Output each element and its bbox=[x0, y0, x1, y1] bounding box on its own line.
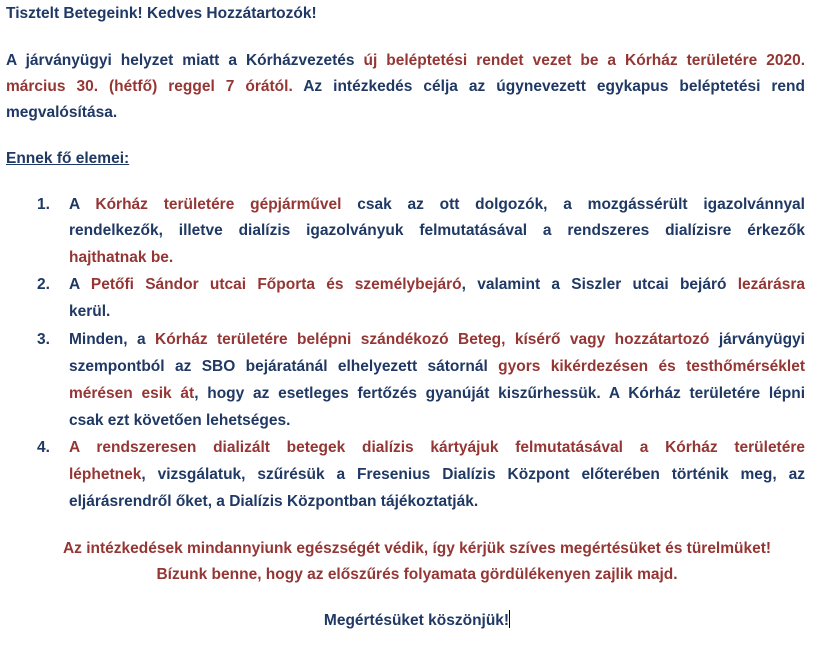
intro-text-2: Az intézkedés célja az úgynevezett egykapus beléptetési rend bbox=[292, 78, 805, 95]
list-text: A bbox=[69, 276, 91, 293]
list-text: , hogy az esetleges fertőzés gyanúját kiszűrhessük. A Kórház területére lépni bbox=[194, 385, 806, 402]
list-line bbox=[69, 465, 805, 485]
list-line bbox=[69, 330, 805, 350]
list-highlight: léphetnek bbox=[69, 466, 142, 483]
intro-text-1: A járványügyi helyzet miatt a Kórházvezetés bbox=[6, 52, 364, 69]
intro-line-2 bbox=[6, 77, 805, 97]
intro-highlight-1: új beléptetési rendet vezet be a Kórház területére 2020. bbox=[363, 52, 805, 69]
greeting: Tisztelt Betegeink! Kedves Hozzátartozók! bbox=[6, 5, 317, 22]
intro-line-1 bbox=[6, 51, 805, 71]
elements-heading: Ennek fő elemei: bbox=[6, 150, 130, 167]
list-text: , valamint a Siszler utcai bejáró bbox=[461, 276, 738, 293]
text-cursor bbox=[509, 610, 510, 628]
list-highlight: A rendszeresen dializált betegek dialízis kártyájuk felmutatásával a Kórház területére bbox=[69, 439, 805, 456]
list-line: kerül. bbox=[69, 303, 111, 320]
thanks-line bbox=[0, 610, 834, 631]
list-number: 3. bbox=[37, 331, 50, 348]
list-line bbox=[69, 384, 805, 404]
list-line: rendelkezők, illetve dialízis igazolványuk felmutatásával a rendszeres dialízisre érkezők bbox=[69, 222, 805, 239]
list-number: 4. bbox=[37, 439, 50, 456]
list-line bbox=[69, 357, 805, 377]
list-text: A bbox=[69, 196, 96, 213]
list-text: járványügyi bbox=[709, 331, 805, 348]
list-number: 1. bbox=[37, 196, 50, 213]
list-line bbox=[69, 275, 805, 295]
list-line: eljárásrendről őket, a Dialízis Központban tájékoztatják. bbox=[69, 493, 479, 510]
list-highlight: Kórház területére gépjárművel bbox=[95, 196, 342, 213]
list-text: , vizsgálatuk, szűrésük a Fresenius Dialízis Központ előterében történik meg, az bbox=[141, 466, 805, 483]
list-highlight: lezárásra bbox=[737, 276, 805, 293]
list-highlight: Petőfi Sándor utcai Főporta és személybejáró bbox=[90, 276, 462, 293]
list-highlight: gyors kikérdezésen és testhőmérséklet bbox=[498, 358, 805, 375]
list-text: Minden, a bbox=[69, 331, 156, 348]
list-highlight: hajthatnak be. bbox=[69, 249, 174, 266]
closing-line-2: Bízunk benne, hogy az előszűrés folyamata gördülékenyen zajlik majd. bbox=[156, 566, 678, 583]
intro-highlight-2: március 30. (hétfő) reggel 7 órától. bbox=[6, 78, 293, 95]
list-number: 2. bbox=[37, 276, 50, 293]
thanks-text: Megértésüket köszönjük! bbox=[323, 612, 510, 629]
list-line bbox=[69, 195, 805, 215]
list-line: csak ezt követően lehetséges. bbox=[69, 412, 291, 429]
list-highlight: mérésen esik át bbox=[69, 385, 195, 402]
list-highlight: Kórház területére belépni szándékozó Beteg, kísérő vagy hozzátartozó bbox=[155, 331, 710, 348]
list-text: csak az ott dolgozók, a mozgássérült igazolvánnyal bbox=[341, 196, 805, 213]
closing-line-1: Az intézkedések mindannyiunk egészségét védik, így kérjük szíves megértésüket és türelmüket! bbox=[62, 540, 772, 557]
intro-line-3: megvalósítása. bbox=[6, 104, 118, 121]
list-text: szempontból az SBO bejáratánál elhelyezett sátornál bbox=[69, 358, 499, 375]
